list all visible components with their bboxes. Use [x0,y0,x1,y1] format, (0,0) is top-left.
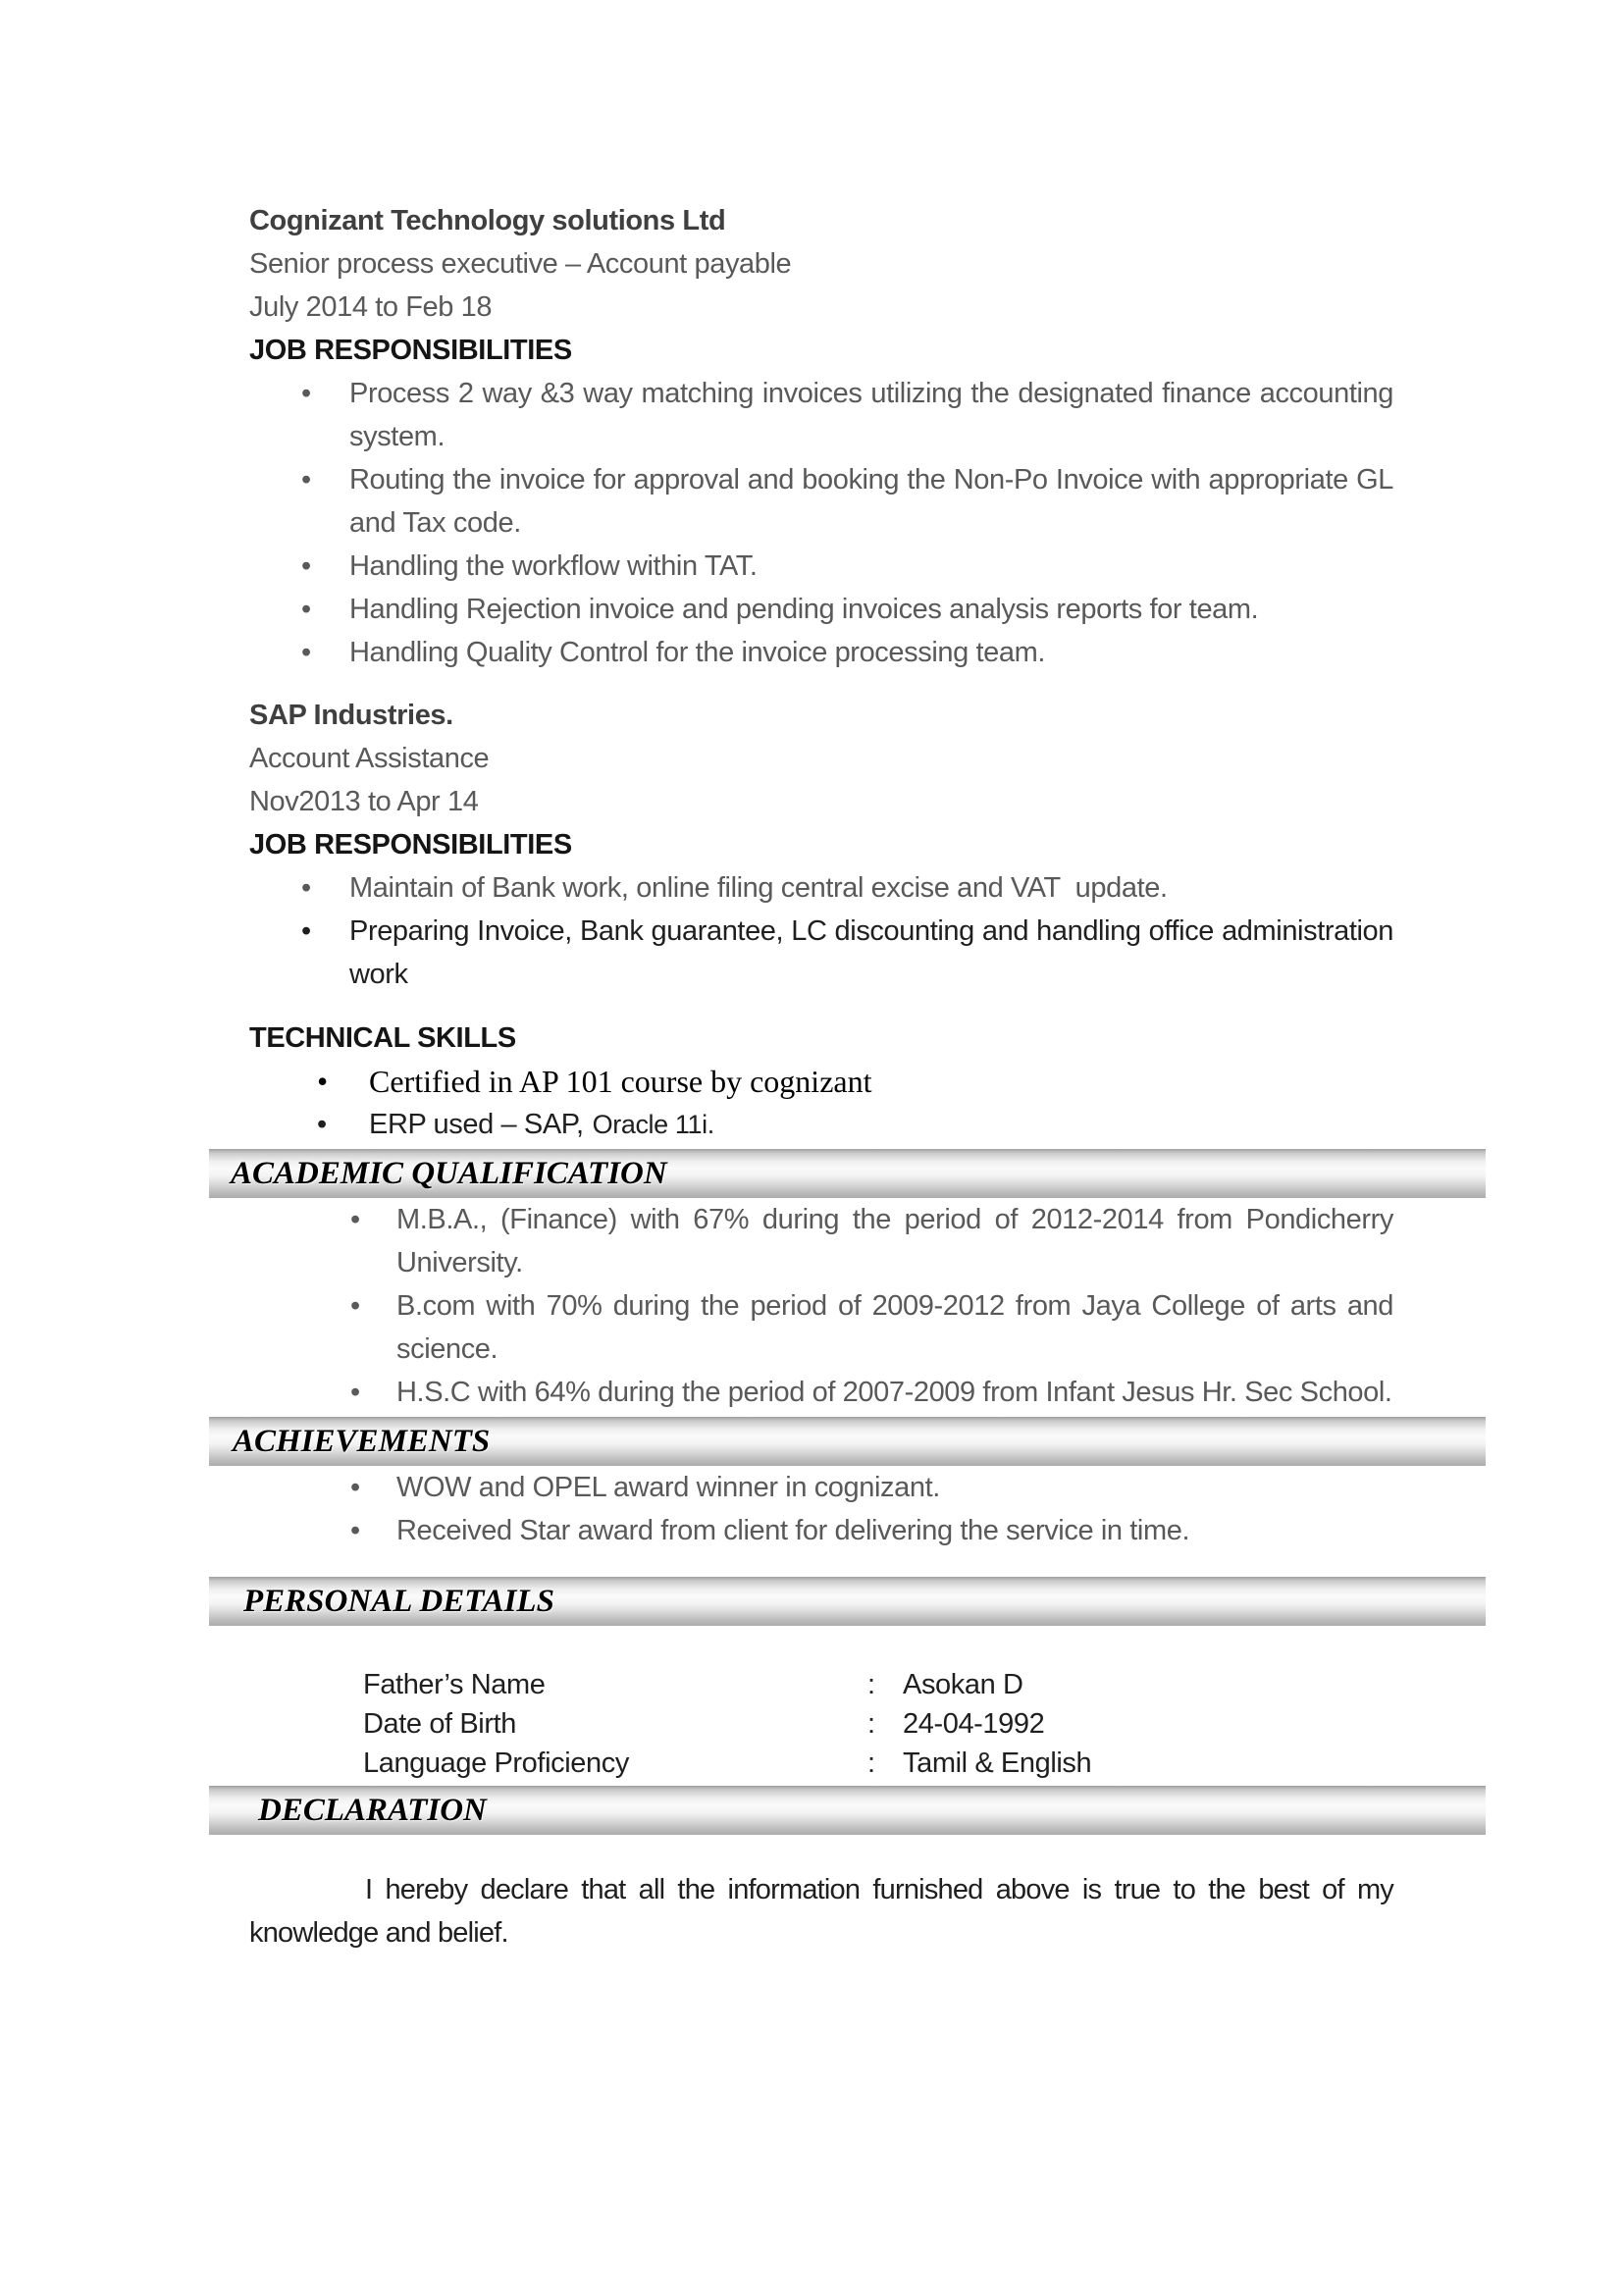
company-name: SAP Industries. [249,700,453,731]
personal-value: Asokan D [903,1669,1023,1700]
bullet-item: • H.S.C with 64% during the period of 2007-2009 from Infant Jesus Hr. Sec School. [249,1371,1393,1414]
bullet-item: • Handling Rejection invoice and pending invoices analysis reports for team. [249,588,1393,631]
company-name: Cognizant Technology solutions Ltd [249,205,726,236]
personal-separator: : [867,1708,875,1740]
bullet-item: • Preparing Invoice, Bank guarantee, LC discounting and handling office administration work [249,910,1393,996]
employment-period: Nov2013 to Apr 14 [249,786,479,817]
erp-suffix-text: Oracle 11i. [592,1110,714,1139]
bullet-item: • B.com with 70% during the period of 2009-2012 from Jaya College of arts and science. [249,1284,1393,1371]
personal-separator: : [867,1669,875,1700]
bullet-item: • Maintain of Bank work, online filing central excise and VAT update. [249,866,1393,910]
section-bar-title: ACADEMIC QUALIFICATION [231,1156,667,1191]
personal-label: Language Proficiency [363,1747,629,1779]
section-heading-job-responsibilities: JOB RESPONSIBILITIES [249,829,572,861]
section-bar-title: PERSONAL DETAILS [243,1584,554,1619]
section-bar-title: DECLARATION [258,1793,487,1828]
bullet-item: • Routing the invoice for approval and booking the Non-Po Invoice with appropriate GL and Tax code. [249,458,1393,545]
personal-row [363,1665,1393,1704]
personal-value: Tamil & English [903,1747,1092,1779]
achievements-list [249,1466,1393,1552]
declaration-paragraph: I hereby declare that all the information furnished above is true to the best of my knowledge and belief. [249,1874,1393,1949]
personal-row [363,1744,1393,1783]
personal-row [363,1704,1393,1744]
personal-label: Father’s Name [363,1669,546,1700]
job-responsibilities-list [249,866,1393,996]
personal-details-rows [249,1665,1393,1783]
section-heading-job-responsibilities: JOB RESPONSIBILITIES [249,335,572,366]
bullet-item: • M.B.A., (Finance) with 67% during the period of 2012-2014 from Pondicherry University. [249,1198,1393,1284]
employment-period: July 2014 to Feb 18 [249,291,493,323]
section-bar-title: ACHIEVEMENTS [233,1424,491,1459]
job-responsibilities-list [249,372,1393,674]
academic-qualification-list [249,1198,1393,1414]
bullet-item: • Handling the workflow within TAT. [249,545,1393,588]
section-bar-personal-details [209,1577,1486,1626]
erp-main-text: ERP used – SAP, [369,1109,584,1140]
section-bar-declaration [209,1786,1486,1835]
section-bar-achievements [209,1417,1486,1466]
job-title: Senior process executive – Account payable [249,248,792,280]
personal-value: 24-04-1992 [903,1708,1045,1740]
bullet-item: • Received Star award from client for delivering the service in time. [249,1509,1393,1552]
bullet-item: • Certified in AP 101 course by cognizant [249,1060,1393,1103]
bullet-item: • Handling Quality Control for the invoice processing team. [249,631,1393,674]
section-bar-academic-qualification [209,1149,1486,1198]
personal-label: Date of Birth [363,1708,516,1740]
technical-skills-list [249,1060,1393,1146]
personal-separator: : [867,1747,875,1779]
job-title: Account Assistance [249,743,490,774]
bullet-item: • WOW and OPEL award winner in cognizant. [249,1466,1393,1509]
bullet-item: • Process 2 way &3 way matching invoices utilizing the designated finance accounting system. [249,372,1393,458]
section-heading-technical-skills: TECHNICAL SKILLS [249,1022,516,1054]
bullet-item [249,1103,1393,1146]
